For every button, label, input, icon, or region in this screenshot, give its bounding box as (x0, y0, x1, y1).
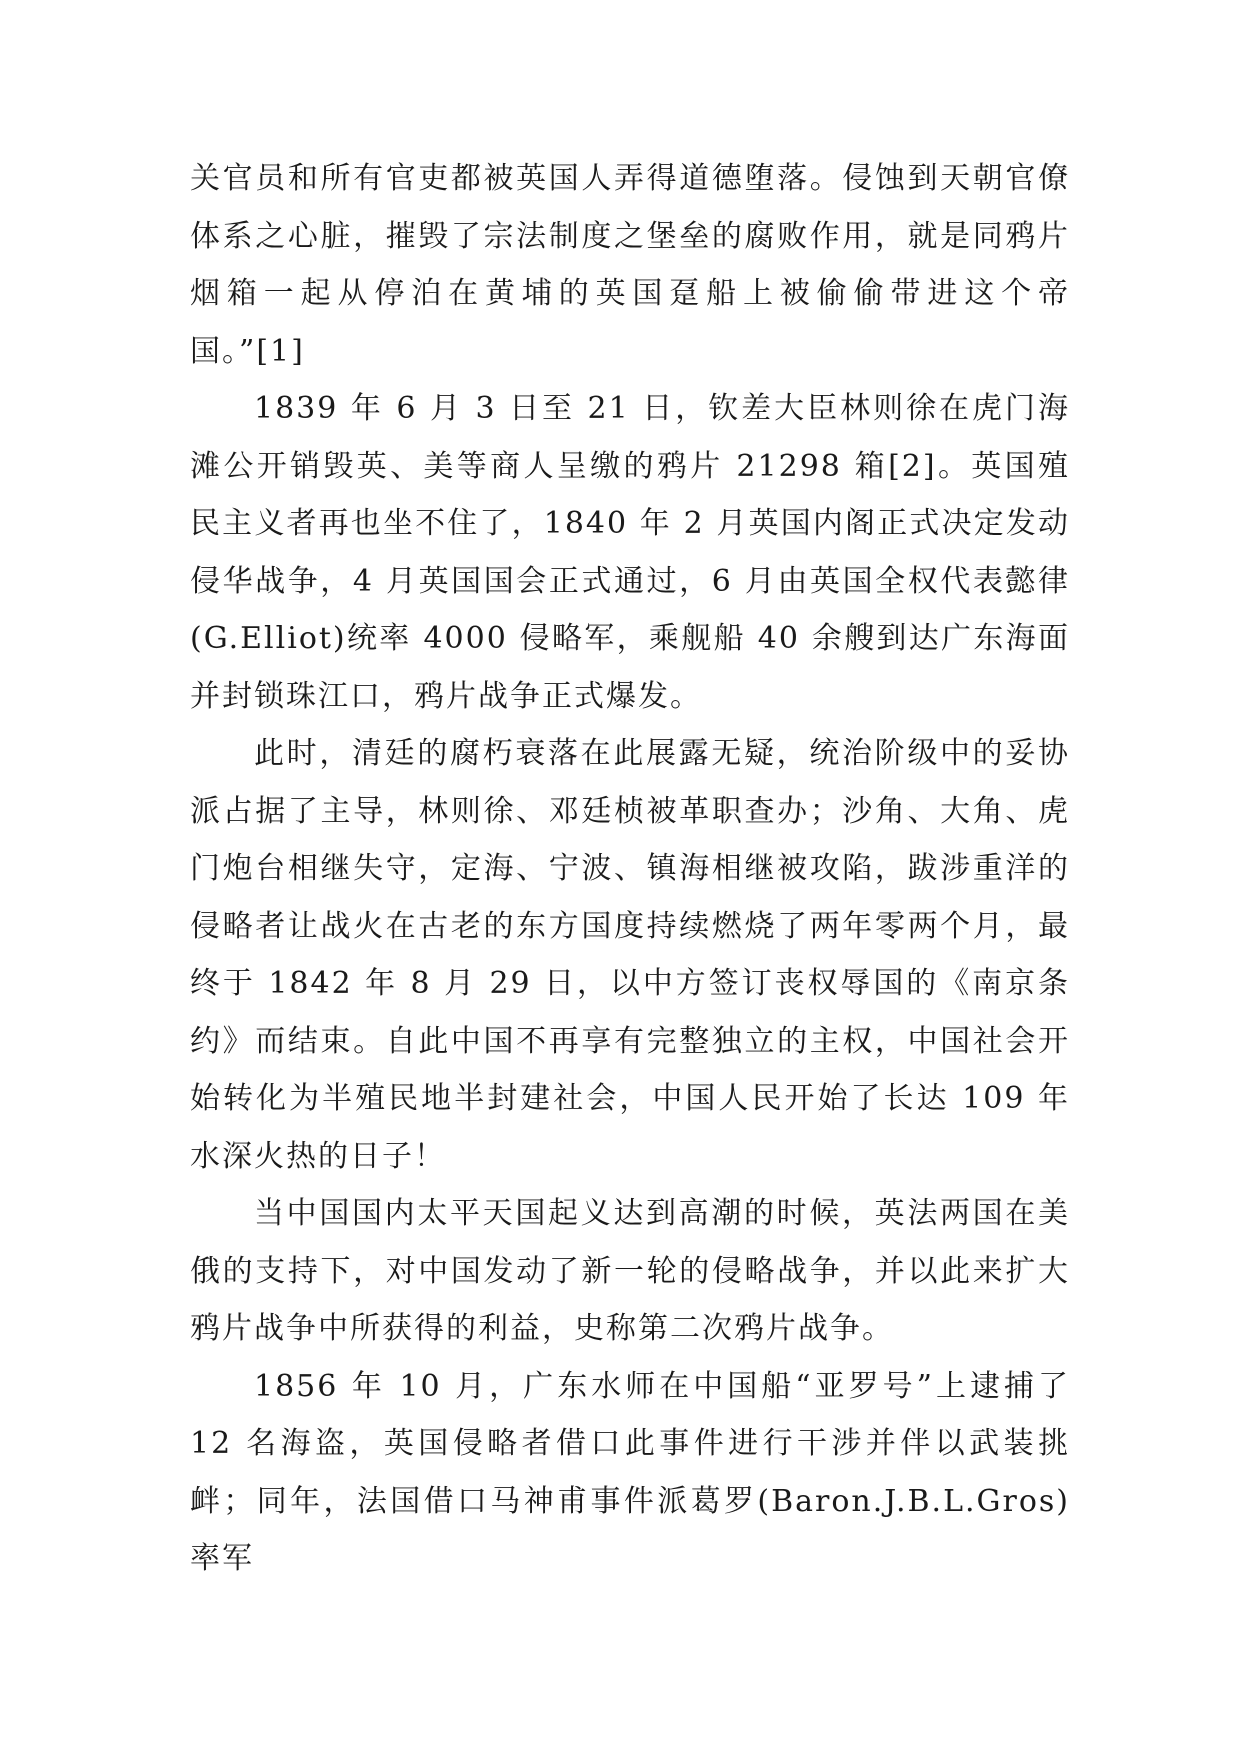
document-body (190, 150, 1070, 1588)
paragraph-2: 1839 年 6 月 3 日至 21 日，钦差大臣林则徐在虎门海滩公开销毁英、美等商人呈缴的鸦片 21298 箱[2]。英国殖民主义者再也坐不住了，1840 年 2 月英国内阁正式决定发动侵华战争，4 月英国国会正式通过，6 月由英国全权代表懿律(G.Elliot)统率 4000 侵略军，乘舰船 40 余艘到达广东海面并封锁珠江口，鸦片战争正式爆发。 (190, 391, 1070, 714)
paragraph-4: 当中国国内太平天国起义达到高潮的时候，英法两国在美俄的支持下，对中国发动了新一轮的侵略战争，并以此来扩大鸦片战争中所获得的利益，史称第二次鸦片战争。 (190, 1196, 1070, 1346)
paragraph-1: 关官员和所有官吏都被英国人弄得道德堕落。侵蚀到天朝官僚体系之心脏，摧毁了宗法制度之堡垒的腐败作用，就是同鸦片烟箱一起从停泊在黄埔的英国趸船上被偷偷带进这个帝国。”[1] (190, 161, 1070, 369)
paragraph-3: 此时，清廷的腐朽衰落在此展露无疑，统治阶级中的妥协派占据了主导，林则徐、邓廷桢被革职查办；沙角、大角、虎门炮台相继失守，定海、宁波、镇海相继被攻陷，跋涉重洋的侵略者让战火在古老的东方国度持续燃烧了两年零两个月，最终于 1842 年 8 月 29 日，以中方签订丧权辱国的《南京条约》而结束。自此中国不再享有完整独立的主权，中国社会开始转化为半殖民地半封建社会，中国人民开始了长达 109 年水深火热的日子！ (190, 736, 1070, 1174)
paragraph-5: 1856 年 10 月，广东水师在中国船“亚罗号”上逮捕了 12 名海盗，英国侵略者借口此事件进行干涉并伴以武装挑衅；同年，法国借口马神甫事件派葛罗(Baron.J.B.L.Gros)率军 (190, 1368, 1070, 1576)
